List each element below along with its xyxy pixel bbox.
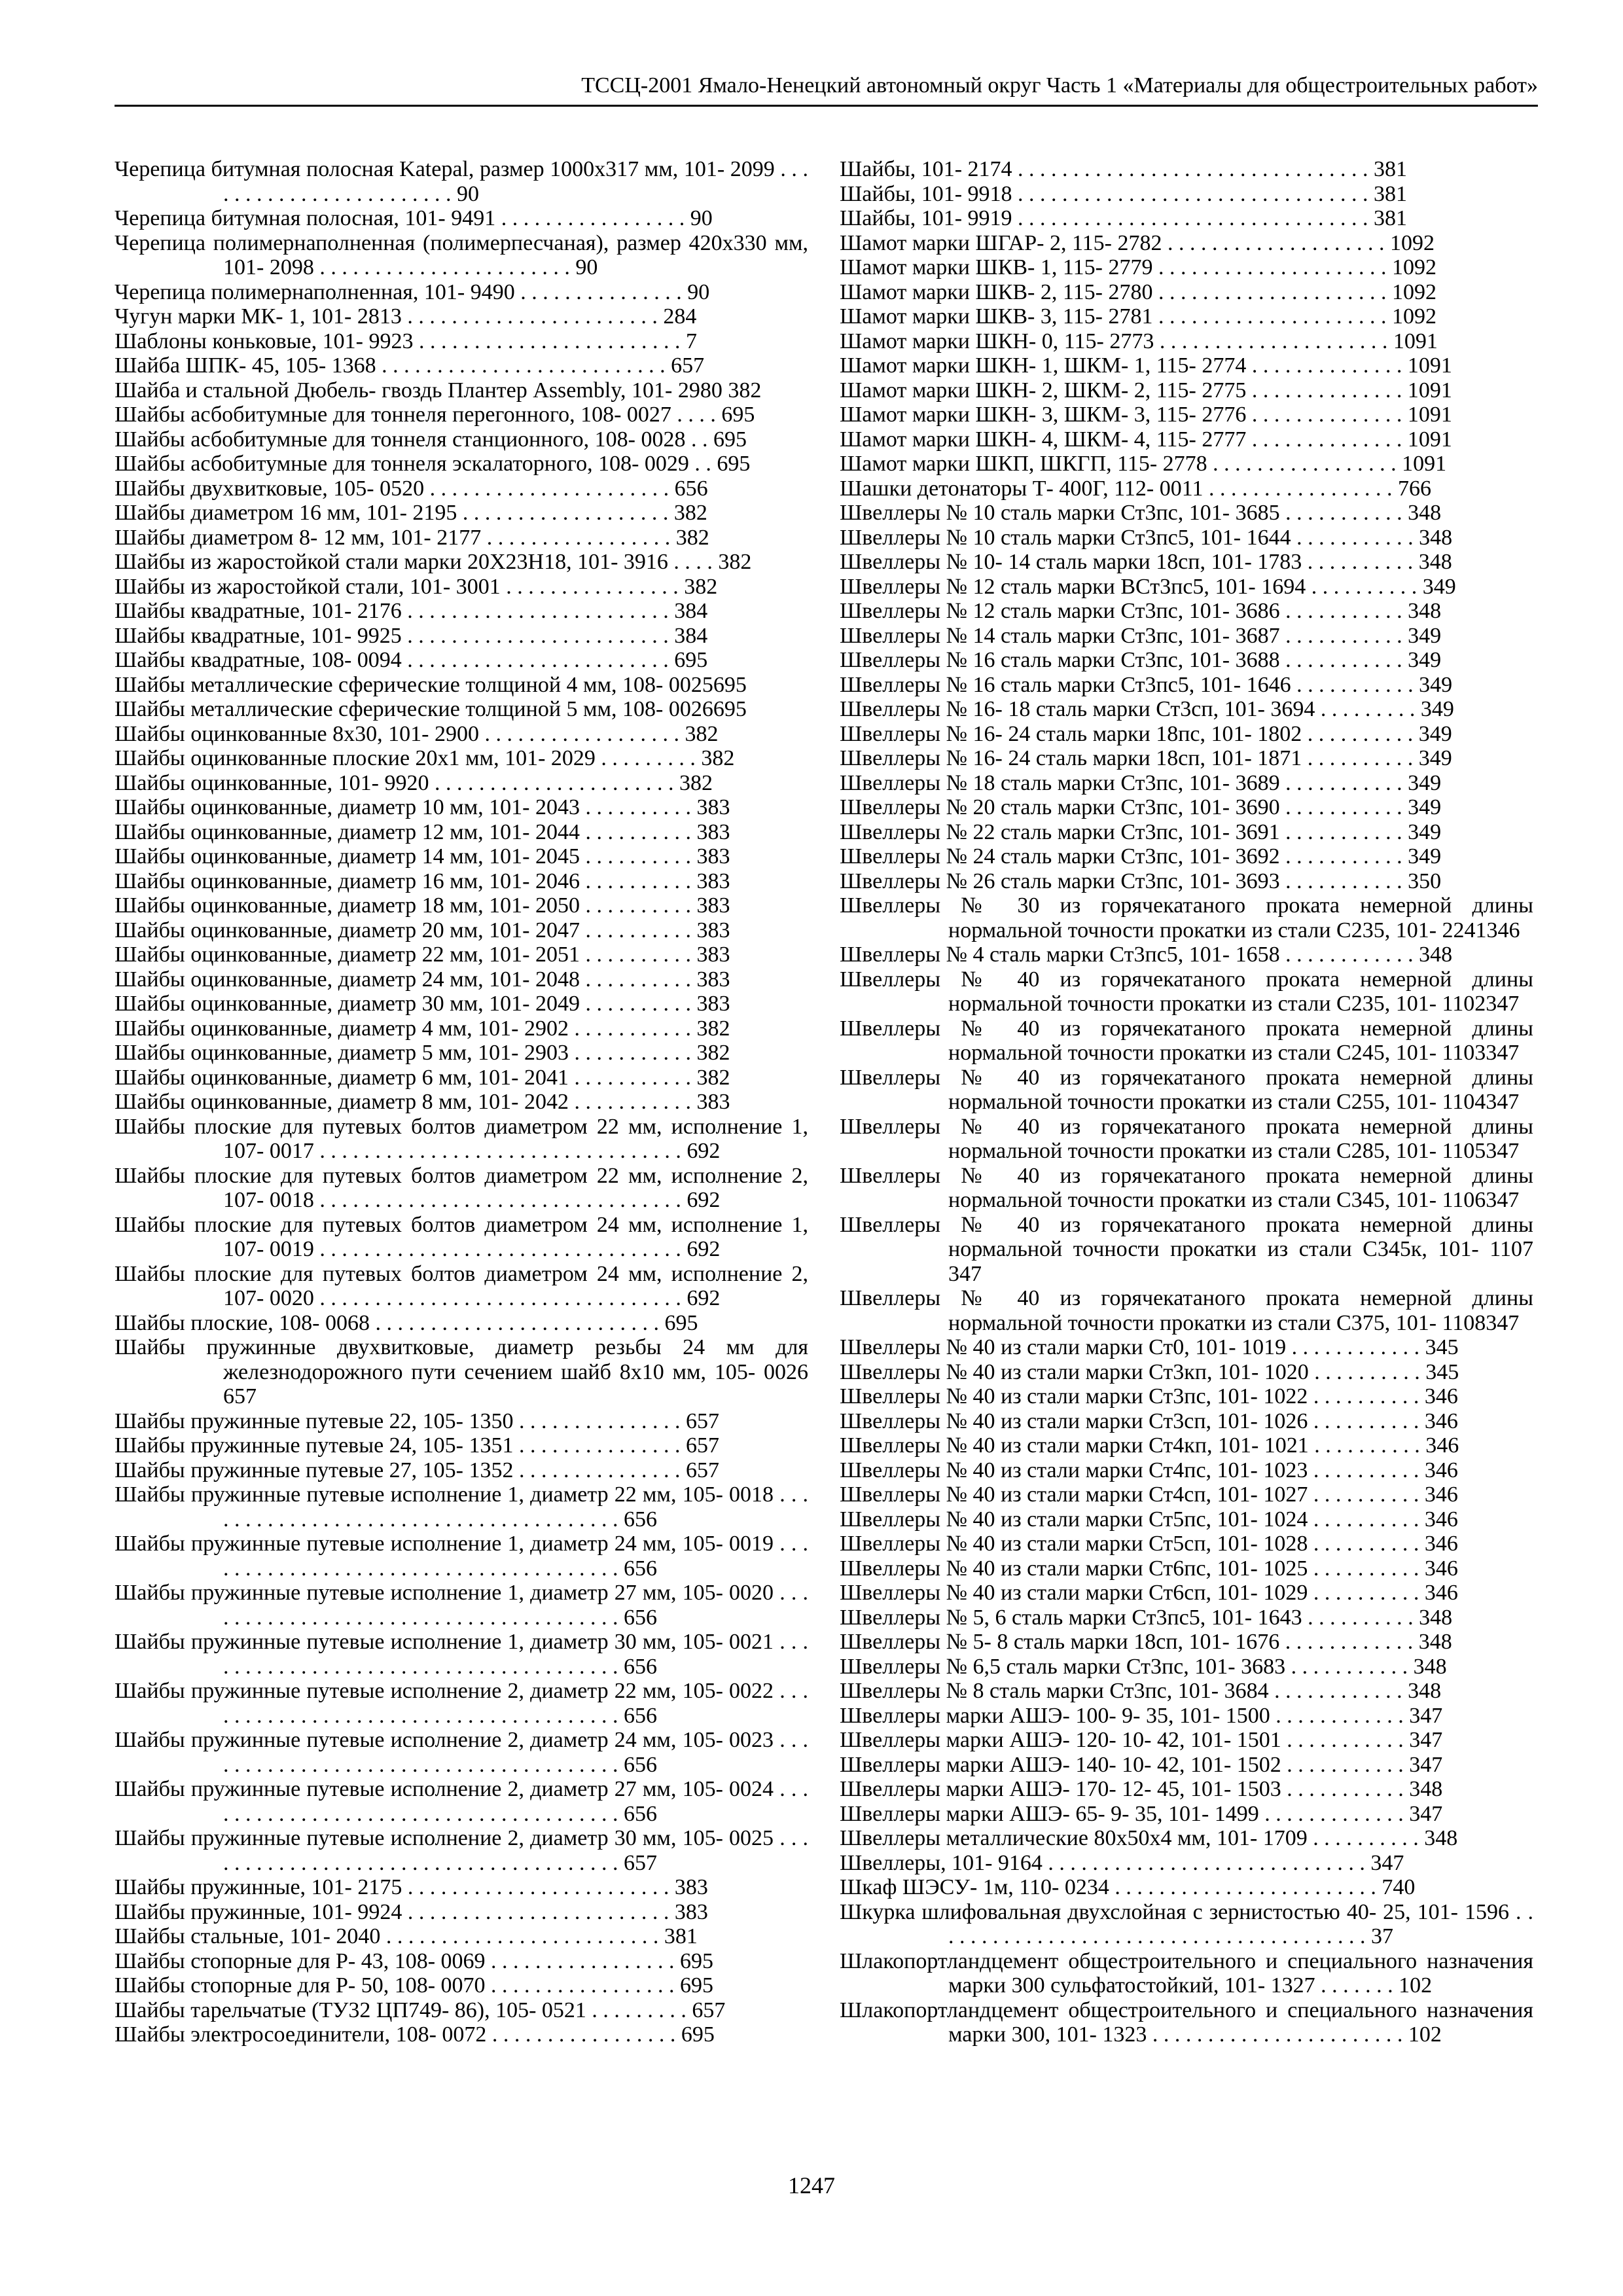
index-entry: Шайбы оцинкованные, диаметр 18 мм, 101- 2050 . . . . . . . . . . 383 bbox=[115, 893, 730, 918]
index-entry: Шайбы плоские для путевых болтов диаметром 22 мм, исполнение 1, 107- 0017 . . . . . . . . . . . . . . . . . . . . . . . . . . . . . . . . . 692 bbox=[115, 1114, 808, 1163]
index-entry: Шайбы плоские, 108- 0068 . . . . . . . . . . . . . . . . . . . . . . . . . . 695 bbox=[115, 1310, 698, 1335]
index-entry: Швеллеры № 40 из горячекатаного проката немерной длины нормальной точности прокатки из стали С235, 101- 1102347 bbox=[840, 967, 1533, 1016]
index-entry: Шайбы оцинкованные плоские 20x1 мм, 101- 2029 . . . . . . . . . 382 bbox=[115, 746, 735, 770]
index-entry: Шайбы из жаростойкой стали марки 20Х23Н18, 101- 3916 . . . . 382 bbox=[115, 550, 752, 574]
index-entry: Шайбы оцинкованные, диаметр 10 мм, 101- 2043 . . . . . . . . . . 383 bbox=[115, 795, 730, 819]
index-entry: Швеллеры № 40 из стали марки Ст6сп, 101- 1029 . . . . . . . . . . 346 bbox=[840, 1581, 1458, 1605]
index-entry: Шайба и стальной Дюбель- гвоздь Плантер Assembly, 101- 2980 382 bbox=[115, 378, 762, 403]
index-entry: Шашки детонаторы Т- 400Г, 112- 0011 . . . . . . . . . . . . . . . . . 766 bbox=[840, 476, 1431, 501]
index-entry: Швеллеры № 18 сталь марки Ст3пс, 101- 3689 . . . . . . . . . . . 349 bbox=[840, 770, 1442, 795]
index-entry: Швеллеры марки АШЭ- 140- 10- 42, 101- 1502 . . . . . . . . . . . 347 bbox=[840, 1752, 1443, 1777]
index-entry: Швеллеры № 40 из стали марки Ст4сп, 101- 1027 . . . . . . . . . . 346 bbox=[840, 1482, 1458, 1507]
index-entry: Шлакопортландцемент общестроительного и специального назначения марки 300 сульфатостойкий, 101- 1327 . . . . . . . 102 bbox=[840, 1948, 1533, 1998]
index-entry: Шайбы двухвитковые, 105- 0520 . . . . . . . . . . . . . . . . . . . . . . 656 bbox=[115, 476, 708, 501]
index-entry: Швеллеры № 16 сталь марки Ст3пс, 101- 3688 . . . . . . . . . . . 349 bbox=[840, 648, 1442, 672]
index-entry: Шайбы, 101- 2174 . . . . . . . . . . . . . . . . . . . . . . . . . . . . . . . . 381 bbox=[840, 157, 1408, 181]
index-entry: Шайбы оцинкованные, диаметр 24 мм, 101- 2048 . . . . . . . . . . 383 bbox=[115, 967, 730, 992]
index-entry: Шамот марки ШКН- 0, 115- 2773 . . . . . . . . . . . . . . . . . . . . . 1091 bbox=[840, 329, 1438, 353]
index-entry: Шайбы пружинные путевые 24, 105- 1351 . . . . . . . . . . . . . . . 657 bbox=[115, 1433, 719, 1458]
index-entry: Швеллеры № 40 из стали марки Ст6пс, 101- 1025 . . . . . . . . . . 346 bbox=[840, 1556, 1458, 1581]
index-entry: Шайбы электросоединители, 108- 0072 . . . . . . . . . . . . . . . . . 695 bbox=[115, 2022, 715, 2047]
index-entry: Черепица битумная полосная Katepal, размер 1000x317 мм, 101- 2099 . . . . . . . . . . . . . . . . . . . . . . . . 90 bbox=[115, 157, 808, 206]
index-entry: Шайбы асбобитумные для тоннеля эскалаторного, 108- 0029 . . 695 bbox=[115, 452, 751, 476]
index-entry: Шайбы пружинные путевые исполнение 2, диаметр 30 мм, 105- 0025 . . . . . . . . . . . . . . . . . . . . . . . . . . . . . . . . . . . . . . . 657 bbox=[115, 1826, 808, 1875]
index-entry: Швеллеры № 12 сталь марки ВСт3пс5, 101- 1694 . . . . . . . . . . 349 bbox=[840, 574, 1456, 599]
index-entry: Швеллеры марки АШЭ- 120- 10- 42, 101- 1501 . . . . . . . . . . . 347 bbox=[840, 1728, 1443, 1752]
index-entry: Шамот марки ШКВ- 2, 115- 2780 . . . . . . . . . . . . . . . . . . . . . 1092 bbox=[840, 279, 1436, 304]
index-entry: Шайбы оцинкованные 8x30, 101- 2900 . . . . . . . . . . . . . . . . . . 382 bbox=[115, 721, 719, 746]
index-column-right bbox=[840, 157, 1533, 2047]
index-entry: Шайбы плоские для путевых болтов диаметром 22 мм, исполнение 2, 107- 0018 . . . . . . . . . . . . . . . . . . . . . . . . . . . . . . . . . 692 bbox=[115, 1163, 808, 1212]
index-entry: Шайбы оцинкованные, диаметр 12 мм, 101- 2044 . . . . . . . . . . 383 bbox=[115, 819, 730, 844]
index-column-left bbox=[115, 157, 808, 2047]
index-entry: Швеллеры № 40 из стали марки Ст5сп, 101- 1028 . . . . . . . . . . 346 bbox=[840, 1532, 1458, 1556]
index-entry: Швеллеры марки АШЭ- 170- 12- 45, 101- 1503 . . . . . . . . . . . 348 bbox=[840, 1777, 1443, 1801]
index-entry: Швеллеры № 26 сталь марки Ст3пс, 101- 3693 . . . . . . . . . . . 350 bbox=[840, 869, 1442, 893]
index-entry: Швеллеры № 40 из горячекатаного проката немерной длины нормальной точности прокатки из стали С285, 101- 1105347 bbox=[840, 1114, 1533, 1163]
index-entry: Шайбы стопорные для Р- 43, 108- 0069 . . . . . . . . . . . . . . . . . 695 bbox=[115, 1948, 714, 1973]
index-entry: Шайбы пружинные путевые 27, 105- 1352 . . . . . . . . . . . . . . . 657 bbox=[115, 1458, 719, 1482]
index-entry: Швеллеры № 14 сталь марки Ст3пс, 101- 3687 . . . . . . . . . . . 349 bbox=[840, 623, 1442, 648]
index-entry: Шайбы плоские для путевых болтов диаметром 24 мм, исполнение 2, 107- 0020 . . . . . . . . . . . . . . . . . . . . . . . . . . . . . . . . . 692 bbox=[115, 1261, 808, 1310]
index-entry: Шайбы диаметром 8- 12 мм, 101- 2177 . . . . . . . . . . . . . . . . . 382 bbox=[115, 525, 709, 550]
index-entry: Швеллеры № 10- 14 сталь марки 18сп, 101- 1783 . . . . . . . . . . 348 bbox=[840, 550, 1452, 574]
index-entry: Шамот марки ШКН- 4, ШКМ- 4, 115- 2777 . . . . . . . . . . . . . . 1091 bbox=[840, 427, 1452, 452]
index-entry: Швеллеры марки АШЭ- 100- 9- 35, 101- 1500 . . . . . . . . . . . . 347 bbox=[840, 1703, 1443, 1728]
index-entry: Шамот марки ШГАР- 2, 115- 2782 . . . . . . . . . . . . . . . . . . . . 1092 bbox=[840, 230, 1435, 255]
index-entry: Шайбы пружинные путевые исполнение 1, диаметр 27 мм, 105- 0020 . . . . . . . . . . . . . . . . . . . . . . . . . . . . . . . . . . . . . . . 656 bbox=[115, 1581, 808, 1630]
index-entry: Шайбы оцинкованные, диаметр 22 мм, 101- 2051 . . . . . . . . . . 383 bbox=[115, 942, 730, 967]
index-entry: Шайбы асбобитумные для тоннеля станционного, 108- 0028 . . 695 bbox=[115, 427, 747, 452]
index-entry: Швеллеры № 5, 6 сталь марки Ст3пс5, 101- 1643 . . . . . . . . . . 348 bbox=[840, 1605, 1453, 1630]
index-entry: Швеллеры № 12 сталь марки Ст3пс, 101- 3686 . . . . . . . . . . . 348 bbox=[840, 599, 1442, 623]
index-entry: Шайбы пружинные, 101- 9924 . . . . . . . . . . . . . . . . . . . . . . . . 383 bbox=[115, 1899, 708, 1924]
index-entry: Шайбы пружинные путевые исполнение 1, диаметр 22 мм, 105- 0018 . . . . . . . . . . . . . . . . . . . . . . . . . . . . . . . . . . . . . . . 656 bbox=[115, 1482, 808, 1532]
index-entry: Швеллеры № 16- 24 сталь марки 18сп, 101- 1871 . . . . . . . . . . 349 bbox=[840, 746, 1452, 770]
index-entry: Шайба ШПК- 45, 105- 1368 . . . . . . . . . . . . . . . . . . . . . . . . . . 657 bbox=[115, 353, 705, 378]
index-entry: Шайбы оцинкованные, диаметр 6 мм, 101- 2041 . . . . . . . . . . . 382 bbox=[115, 1065, 730, 1090]
index-entry: Швеллеры металлические 80x50x4 мм, 101- 1709 . . . . . . . . . . 348 bbox=[840, 1826, 1458, 1850]
index-entry: Шайбы диаметром 16 мм, 101- 2195 . . . . . . . . . . . . . . . . . . . 382 bbox=[115, 501, 707, 525]
index-entry: Швеллеры № 40 из стали марки Ст3пс, 101- 1022 . . . . . . . . . . 346 bbox=[840, 1384, 1458, 1408]
index-entry: Черепица битумная полосная, 101- 9491 . . . . . . . . . . . . . . . . . 90 bbox=[115, 206, 713, 230]
index-entry: Швеллеры № 40 из стали марки Ст0, 101- 1019 . . . . . . . . . . . . 345 bbox=[840, 1335, 1459, 1359]
index-entry: Швеллеры № 16- 18 сталь марки Ст3сп, 101- 3694 . . . . . . . . . 349 bbox=[840, 697, 1454, 721]
index-entry: Шайбы оцинкованные, диаметр 30 мм, 101- 2049 . . . . . . . . . . 383 bbox=[115, 992, 730, 1016]
index-entry: Шайбы пружинные путевые исполнение 2, диаметр 27 мм, 105- 0024 . . . . . . . . . . . . . . . . . . . . . . . . . . . . . . . . . . . . . . . 656 bbox=[115, 1777, 808, 1826]
index-entry: Швеллеры № 40 из горячекатаного проката немерной длины нормальной точности прокатки из стали С375, 101- 1108347 bbox=[840, 1286, 1533, 1335]
index-entry: Шамот марки ШКН- 1, ШКМ- 1, 115- 2774 . . . . . . . . . . . . . . 1091 bbox=[840, 353, 1452, 378]
index-entry: Швеллеры № 24 сталь марки Ст3пс, 101- 3692 . . . . . . . . . . . 349 bbox=[840, 844, 1442, 869]
page-number: 1247 bbox=[788, 2172, 835, 2198]
index-entry: Шайбы, 101- 9919 . . . . . . . . . . . . . . . . . . . . . . . . . . . . . . . . 381 bbox=[840, 206, 1408, 230]
index-entry: Швеллеры № 8 сталь марки Ст3пс, 101- 3684 . . . . . . . . . . . . 348 bbox=[840, 1679, 1442, 1703]
index-entry: Шайбы пружинные путевые исполнение 2, диаметр 24 мм, 105- 0023 . . . . . . . . . . . . . . . . . . . . . . . . . . . . . . . . . . . . . . . 656 bbox=[115, 1728, 808, 1777]
header-rule bbox=[115, 105, 1538, 107]
index-entry: Шайбы металлические сферические толщиной 5 мм, 108- 0026695 bbox=[115, 697, 747, 721]
index-entry: Шайбы оцинкованные, диаметр 16 мм, 101- 2046 . . . . . . . . . . 383 bbox=[115, 869, 730, 893]
index-entry: Швеллеры № 20 сталь марки Ст3пс, 101- 3690 . . . . . . . . . . . 349 bbox=[840, 795, 1442, 819]
index-entry: Швеллеры № 10 сталь марки Ст3пс5, 101- 1644 . . . . . . . . . . . 348 bbox=[840, 525, 1453, 550]
index-entry: Шамот марки ШКП, ШКГП, 115- 2778 . . . . . . . . . . . . . . . . . 1091 bbox=[840, 452, 1447, 476]
index-entry: Швеллеры № 22 сталь марки Ст3пс, 101- 3691 . . . . . . . . . . . 349 bbox=[840, 819, 1442, 844]
index-entry: Шайбы оцинкованные, диаметр 14 мм, 101- 2045 . . . . . . . . . . 383 bbox=[115, 844, 730, 869]
index-entry: Швеллеры № 4 сталь марки Ст3пс5, 101- 1658 . . . . . . . . . . . . 348 bbox=[840, 942, 1453, 967]
index-entry: Чугун марки МК- 1, 101- 2813 . . . . . . . . . . . . . . . . . . . . . . . 284 bbox=[115, 304, 697, 329]
index-entry: Шайбы металлические сферические толщиной 4 мм, 108- 0025695 bbox=[115, 672, 747, 697]
index-entry: Шайбы квадратные, 101- 9925 . . . . . . . . . . . . . . . . . . . . . . . . 384 bbox=[115, 623, 708, 648]
index-entry: Швеллеры № 40 из горячекатаного проката немерной длины нормальной точности прокатки из стали С245, 101- 1103347 bbox=[840, 1016, 1533, 1065]
index-entry: Шамот марки ШКВ- 3, 115- 2781 . . . . . . . . . . . . . . . . . . . . . 1092 bbox=[840, 304, 1436, 329]
index-entry: Шайбы стопорные для Р- 50, 108- 0070 . . . . . . . . . . . . . . . . . 695 bbox=[115, 1973, 714, 1998]
index-entry: Швеллеры марки АШЭ- 65- 9- 35, 101- 1499 . . . . . . . . . . . . . 347 bbox=[840, 1801, 1443, 1826]
index-entry: Шкурка шлифовальная двухслойная с зернистостью 40- 25, 101- 1596 . . . . . . . . . . . . . . . . . . . . . . . . . . . . . . . . . . . . . . . . 37 bbox=[840, 1899, 1533, 1948]
index-entry: Швеллеры № 40 из стали марки Ст4кп, 101- 1021 . . . . . . . . . . 346 bbox=[840, 1433, 1459, 1458]
index-entry: Шайбы пружинные путевые исполнение 1, диаметр 24 мм, 105- 0019 . . . . . . . . . . . . . . . . . . . . . . . . . . . . . . . . . . . . . . . 656 bbox=[115, 1532, 808, 1581]
index-entry: Шайбы пружинные путевые исполнение 1, диаметр 30 мм, 105- 0021 . . . . . . . . . . . . . . . . . . . . . . . . . . . . . . . . . . . . . . . 656 bbox=[115, 1630, 808, 1679]
index-entry: Шаблоны коньковые, 101- 9923 . . . . . . . . . . . . . . . . . . . . . . . . 7 bbox=[115, 329, 697, 353]
index-entry: Шамот марки ШКН- 3, ШКМ- 3, 115- 2776 . . . . . . . . . . . . . . 1091 bbox=[840, 403, 1452, 427]
index-entry: Швеллеры № 40 из горячекатаного проката немерной длины нормальной точности прокатки из стали С345к, 101- 1107 347 bbox=[840, 1212, 1533, 1286]
index-entry: Швеллеры № 5- 8 сталь марки 18сп, 101- 1676 . . . . . . . . . . . . 348 bbox=[840, 1630, 1452, 1654]
index-entry: Шайбы пружинные, 101- 2175 . . . . . . . . . . . . . . . . . . . . . . . . 383 bbox=[115, 1875, 708, 1899]
index-entry: Шайбы оцинкованные, 101- 9920 . . . . . . . . . . . . . . . . . . . . . . 382 bbox=[115, 770, 713, 795]
index-entry: Шайбы, 101- 9918 . . . . . . . . . . . . . . . . . . . . . . . . . . . . . . . . 381 bbox=[840, 181, 1408, 206]
index-entry: Швеллеры № 16 сталь марки Ст3пс5, 101- 1646 . . . . . . . . . . . 349 bbox=[840, 672, 1453, 697]
index-entry: Шамот марки ШКН- 2, ШКМ- 2, 115- 2775 . . . . . . . . . . . . . . 1091 bbox=[840, 378, 1452, 403]
index-entry: Швеллеры № 30 из горячекатаного проката немерной длины нормальной точности прокатки из стали С235, 101- 2241346 bbox=[840, 893, 1533, 942]
index-entry: Шайбы оцинкованные, диаметр 5 мм, 101- 2903 . . . . . . . . . . . 382 bbox=[115, 1041, 730, 1065]
index-entry: Шайбы квадратные, 108- 0094 . . . . . . . . . . . . . . . . . . . . . . . . 695 bbox=[115, 648, 708, 672]
index-entry: Швеллеры № 40 из горячекатаного проката немерной длины нормальной точности прокатки из стали С255, 101- 1104347 bbox=[840, 1065, 1533, 1114]
index-entry: Шайбы пружинные двухвитковые, диаметр резьбы 24 мм для железнодорожного пути сечением шайб 8x10 мм, 105- 0026 657 bbox=[115, 1335, 808, 1408]
index-entry: Шамот марки ШКВ- 1, 115- 2779 . . . . . . . . . . . . . . . . . . . . . 1092 bbox=[840, 255, 1436, 279]
index-entry: Швеллеры № 40 из горячекатаного проката немерной длины нормальной точности прокатки из стали С345, 101- 1106347 bbox=[840, 1163, 1533, 1212]
index-entry: Шлакопортландцемент общестроительного и специального назначения марки 300, 101- 1323 . . . . . . . . . . . . . . . . . . . . . . . 102 bbox=[840, 1998, 1533, 2047]
index-entry: Швеллеры № 40 из стали марки Ст5пс, 101- 1024 . . . . . . . . . . 346 bbox=[840, 1507, 1458, 1532]
index-entry: Шайбы квадратные, 101- 2176 . . . . . . . . . . . . . . . . . . . . . . . . 384 bbox=[115, 599, 708, 623]
index-entry: Шайбы тарельчатые (ТУ32 ЦП749- 86), 105- 0521 . . . . . . . . . 657 bbox=[115, 1998, 726, 2022]
index-entry: Швеллеры № 40 из стали марки Ст3сп, 101- 1026 . . . . . . . . . . 346 bbox=[840, 1408, 1458, 1433]
index-entry: Шайбы оцинкованные, диаметр 4 мм, 101- 2902 . . . . . . . . . . . 382 bbox=[115, 1016, 730, 1041]
index-entry: Швеллеры № 40 из стали марки Ст3кп, 101- 1020 . . . . . . . . . . 345 bbox=[840, 1359, 1459, 1384]
index-entry: Черепица полимернаполненная, 101- 9490 . . . . . . . . . . . . . . . 90 bbox=[115, 279, 710, 304]
index-entry: Шайбы стальные, 101- 2040 . . . . . . . . . . . . . . . . . . . . . . . . . 381 bbox=[115, 1924, 698, 1948]
index-entry: Шайбы пружинные путевые 22, 105- 1350 . . . . . . . . . . . . . . . 657 bbox=[115, 1408, 719, 1433]
index-entry: Швеллеры № 10 сталь марки Ст3пс, 101- 3685 . . . . . . . . . . . 348 bbox=[840, 501, 1442, 525]
index-entry: Швеллеры № 6,5 сталь марки Ст3пс, 101- 3683 . . . . . . . . . . . 348 bbox=[840, 1654, 1447, 1679]
index-entry: Шайбы плоские для путевых болтов диаметром 24 мм, исполнение 1, 107- 0019 . . . . . . . . . . . . . . . . . . . . . . . . . . . . . . . . . 692 bbox=[115, 1212, 808, 1261]
running-header: ТССЦ-2001 Ямало-Ненецкий автономный округ Часть 1 «Материалы для общестроительных работ» bbox=[581, 73, 1538, 98]
index-entry: Шайбы асбобитумные для тоннеля перегонного, 108- 0027 . . . . 695 bbox=[115, 403, 755, 427]
index-entry: Швеллеры, 101- 9164 . . . . . . . . . . . . . . . . . . . . . . . . . . . . . 347 bbox=[840, 1850, 1404, 1875]
index-entry: Швеллеры № 16- 24 сталь марки 18пс, 101- 1802 . . . . . . . . . . 349 bbox=[840, 721, 1452, 746]
index-entry: Шайбы из жаростойкой стали, 101- 3001 . . . . . . . . . . . . . . . . 382 bbox=[115, 574, 718, 599]
index-entry: Шайбы оцинкованные, диаметр 8 мм, 101- 2042 . . . . . . . . . . . 383 bbox=[115, 1090, 730, 1114]
index-entry: Черепица полимернаполненная (полимерпесчаная), размер 420x330 мм, 101- 2098 . . . . . . . . . . . . . . . . . . . . . . . 90 bbox=[115, 230, 808, 279]
index-entry: Шайбы оцинкованные, диаметр 20 мм, 101- 2047 . . . . . . . . . . 383 bbox=[115, 918, 730, 942]
index-entry: Шкаф ШЭСУ- 1м, 110- 0234 . . . . . . . . . . . . . . . . . . . . . . . . 740 bbox=[840, 1875, 1416, 1899]
index-entry: Шайбы пружинные путевые исполнение 2, диаметр 22 мм, 105- 0022 . . . . . . . . . . . . . . . . . . . . . . . . . . . . . . . . . . . . . . . 656 bbox=[115, 1679, 808, 1728]
index-entry: Швеллеры № 40 из стали марки Ст4пс, 101- 1023 . . . . . . . . . . 346 bbox=[840, 1458, 1458, 1482]
